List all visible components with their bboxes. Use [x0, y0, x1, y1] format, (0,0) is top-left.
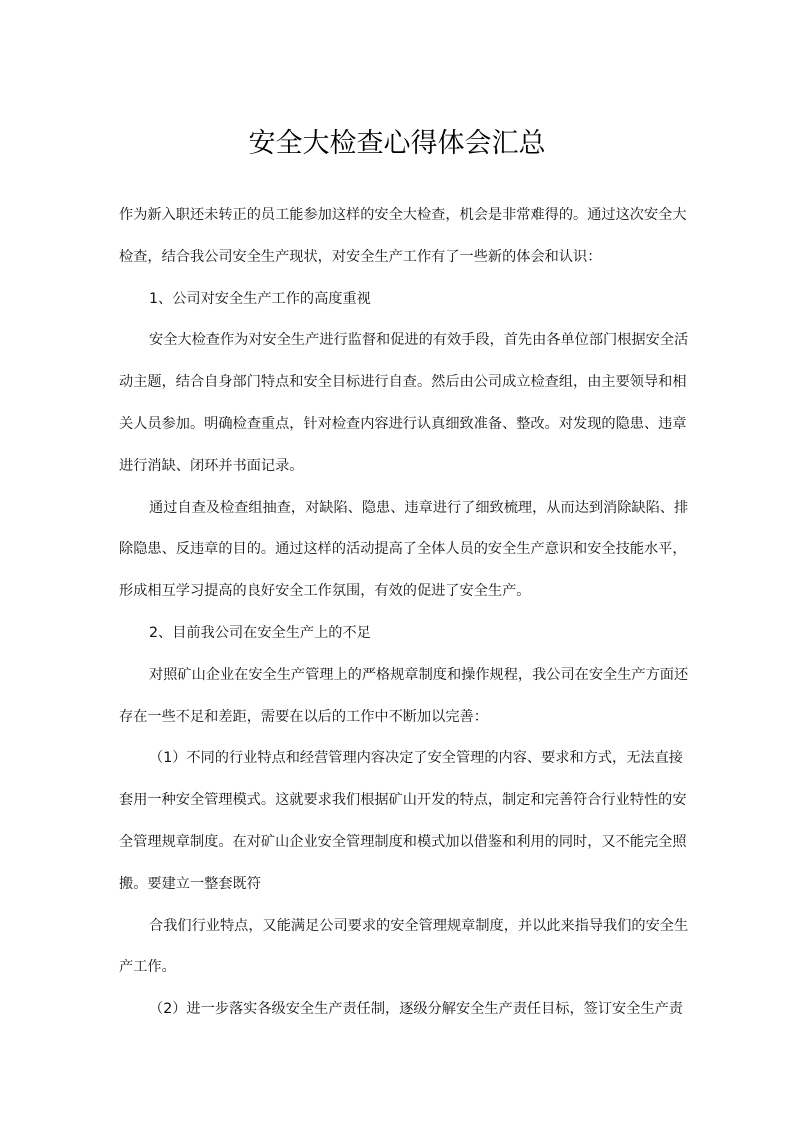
text-line: 检查，结合我公司安全生产现状，对安全生产工作有了一些新的体会和认识： — [119, 248, 602, 265]
text-line: （2）进一步落实各级安全生产责任制，逐级分解安全生产责任目标，签订安全生产责 — [149, 1001, 683, 1018]
text-line: （1）不同的行业特点和经营管理内容决定了安全管理的内容、要求和方式，无法直接 — [149, 750, 683, 767]
text-line: 形成相互学习提高的良好安全工作氛围，有效的促进了安全生产。 — [119, 583, 531, 600]
document-title: 安全大检查心得体会汇总 — [248, 128, 546, 159]
document-body — [119, 195, 689, 1031]
text-line: 1、公司对安全生产工作的高度重视 — [149, 290, 371, 307]
text-line: 动主题，结合自身部门特点和安全目标进行自查。然后由公司成立检查组，由主要领导和相 — [119, 374, 687, 391]
text-line: 2、目前我公司在安全生产上的不足 — [149, 624, 371, 641]
text-line: 对照矿山企业在安全生产管理上的严格规章制度和操作规程，我公司在安全生产方面还 — [149, 666, 689, 683]
text-line: 作为新入职还未转正的员工能参加这样的安全大检查，机会是非常难得的。通过这次安全大 — [119, 207, 687, 223]
text-line: 安全大检查作为对安全生产进行监督和促进的有效手段，首先由各单位部门根据安全活 — [149, 332, 689, 349]
text-line: 除隐患、反违章的目的。通过这样的活动提高了全体人员的安全生产意识和安全技能水平， — [119, 541, 687, 558]
text-line: 产工作。 — [119, 959, 176, 976]
text-line: 合我们行业特点，又能满足公司要求的安全管理规章制度，并以此来指导我们的安全生 — [149, 917, 689, 934]
text-line: 全管理规章制度。在对矿山企业安全管理制度和模式加以借鉴和利用的同时，又不能完全照 — [119, 833, 687, 850]
text-line: 通过自查及检查组抽查，对缺陷、隐患、违章进行了细致梳理，从而达到消除缺陷、排 — [149, 499, 689, 516]
text-line: 关人员参加。明确检查重点，针对检查内容进行认真细致准备、整改。对发现的隐患、违章 — [119, 415, 687, 432]
text-line: 存在一些不足和差距，需要在以后的工作中不断加以完善： — [119, 708, 488, 725]
text-line: 搬。要建立一整套既符 — [119, 875, 261, 892]
text-line: 套用一种安全管理模式。这就要求我们根据矿山开发的特点，制定和完善符合行业特性的安 — [119, 792, 687, 809]
text-line: 进行消缺、闭环并书面记录。 — [119, 457, 304, 474]
